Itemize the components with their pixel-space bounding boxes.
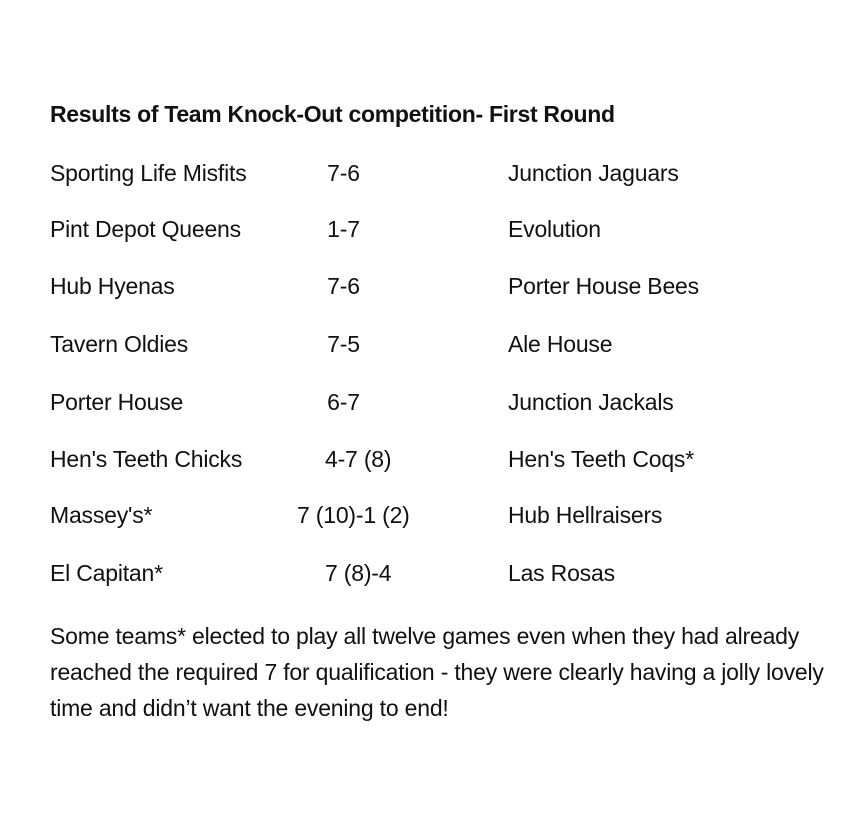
match-score: 7-6 — [327, 273, 360, 299]
document-title: Results of Team Knock-Out competition- First Round — [50, 101, 615, 127]
match-score: 1-7 — [327, 216, 360, 242]
home-team: Hen's Teeth Chicks — [50, 446, 243, 472]
away-team: Ale House — [508, 331, 613, 357]
away-team: Evolution — [508, 216, 601, 242]
match-score: 7-5 — [327, 331, 360, 357]
match-score: 7-6 — [327, 160, 360, 186]
home-team: Pint Depot Queens — [50, 216, 241, 242]
result-row — [0, 560, 865, 590]
result-row — [0, 502, 865, 532]
match-score: 7 (10)-1 (2) — [297, 502, 410, 528]
result-row — [0, 331, 865, 361]
away-team: Porter House Bees — [508, 273, 699, 299]
away-team: Junction Jaguars — [508, 160, 679, 186]
home-team: Hub Hyenas — [50, 273, 175, 299]
match-score: 7 (8)-4 — [325, 560, 392, 586]
away-team: Junction Jackals — [508, 389, 674, 415]
result-row — [0, 389, 865, 419]
footnote-paragraph: Some teams* elected to play all twelve games even when they had already reached the required 7 for qualification - they were clearly having a jolly lovely time and didn’t want the evening to end! — [50, 623, 824, 721]
match-score: 4-7 (8) — [325, 446, 392, 472]
result-row — [0, 216, 865, 246]
match-score: 6-7 — [327, 389, 360, 415]
home-team: Massey's* — [50, 502, 153, 528]
result-row — [0, 446, 865, 476]
home-team: Porter House — [50, 389, 184, 415]
result-row — [0, 160, 865, 190]
home-team: El Capitan* — [50, 560, 163, 586]
result-row — [0, 273, 865, 303]
away-team: Hub Hellraisers — [508, 502, 663, 528]
home-team: Sporting Life Misfits — [50, 160, 247, 186]
home-team: Tavern Oldies — [50, 331, 189, 357]
away-team: Las Rosas — [508, 560, 615, 586]
away-team: Hen's Teeth Coqs* — [508, 446, 694, 472]
